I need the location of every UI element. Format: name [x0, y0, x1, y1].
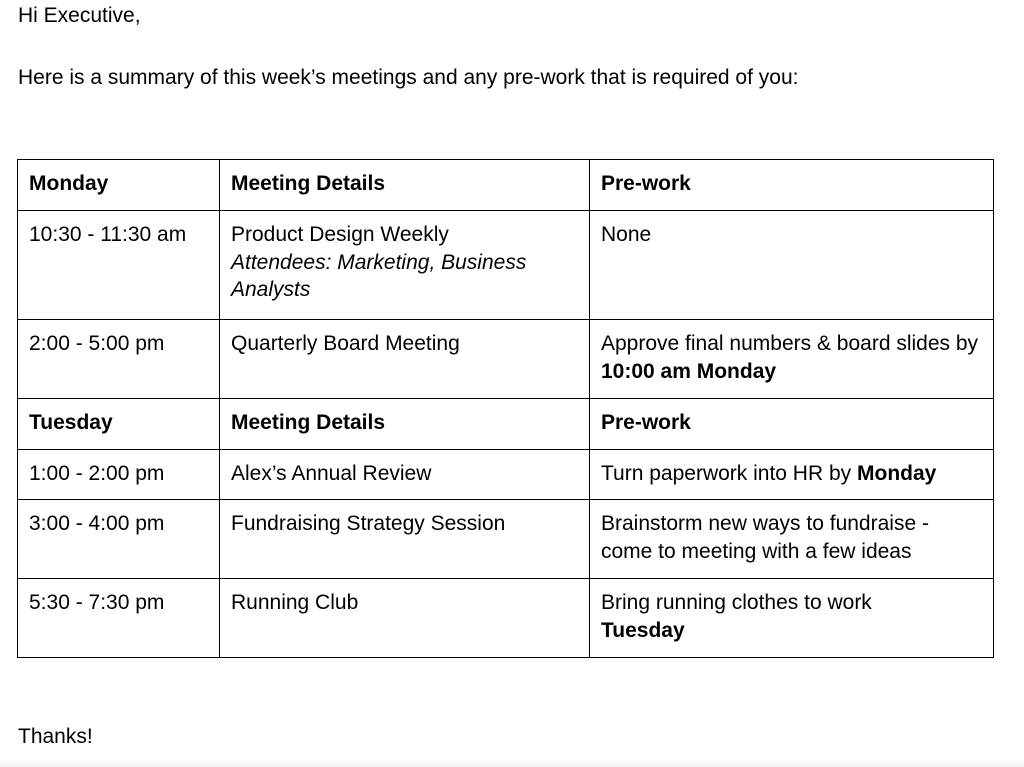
time-cell: 1:00 - 2:00 pm	[18, 450, 220, 500]
prework-cell	[590, 320, 994, 399]
prework-text: Approve final numbers & board slides by	[601, 332, 979, 355]
table-row	[18, 211, 994, 320]
day-header-tuesday: Tuesday	[18, 399, 220, 450]
time-cell: 3:00 - 4:00 pm	[18, 500, 220, 579]
prework-text: Bring running clothes to work	[601, 591, 872, 614]
meeting-cell: Alex’s Annual Review	[220, 450, 590, 500]
table-header-row-monday	[18, 160, 994, 211]
meeting-cell	[220, 211, 590, 320]
meeting-cell: Running Club	[220, 579, 590, 658]
prework-cell: Brainstorm new ways to fundraise - come to meeting with a few ideas	[590, 500, 994, 579]
details-header: Meeting Details	[220, 160, 590, 211]
day-header-monday: Monday	[18, 160, 220, 211]
meeting-cell: Quarterly Board Meeting	[220, 320, 590, 399]
table-row	[18, 579, 994, 658]
time-cell: 10:30 - 11:30 am	[18, 211, 220, 320]
prework-header: Pre-work	[590, 160, 994, 211]
details-header: Meeting Details	[220, 399, 590, 450]
meeting-attendees: Attendees: Marketing, Business Analysts	[231, 251, 527, 301]
prework-cell	[590, 579, 994, 658]
meeting-title: Product Design Weekly	[231, 223, 449, 246]
intro-text: Here is a summary of this week’s meetings and any pre-work that is required of you:	[18, 66, 799, 89]
greeting: Hi Executive,	[18, 4, 141, 27]
table-row	[18, 450, 994, 500]
prework-text: Turn paperwork into HR by	[601, 462, 857, 485]
table-row	[18, 320, 994, 399]
prework-cell	[590, 450, 994, 500]
meeting-schedule-table	[17, 159, 994, 658]
table-row	[18, 500, 994, 579]
prework-deadline: 10:00 am Monday	[601, 360, 777, 383]
time-cell: 2:00 - 5:00 pm	[18, 320, 220, 399]
time-cell: 5:30 - 7:30 pm	[18, 579, 220, 658]
prework-header: Pre-work	[590, 399, 994, 450]
prework-deadline: Monday	[857, 462, 937, 485]
closing-text: Thanks!	[18, 725, 93, 748]
page-bottom-edge	[0, 759, 1024, 767]
prework-deadline: Tuesday	[601, 619, 685, 642]
table-header-row-tuesday	[18, 399, 994, 450]
prework-cell: None	[590, 211, 994, 320]
meeting-cell: Fundraising Strategy Session	[220, 500, 590, 579]
